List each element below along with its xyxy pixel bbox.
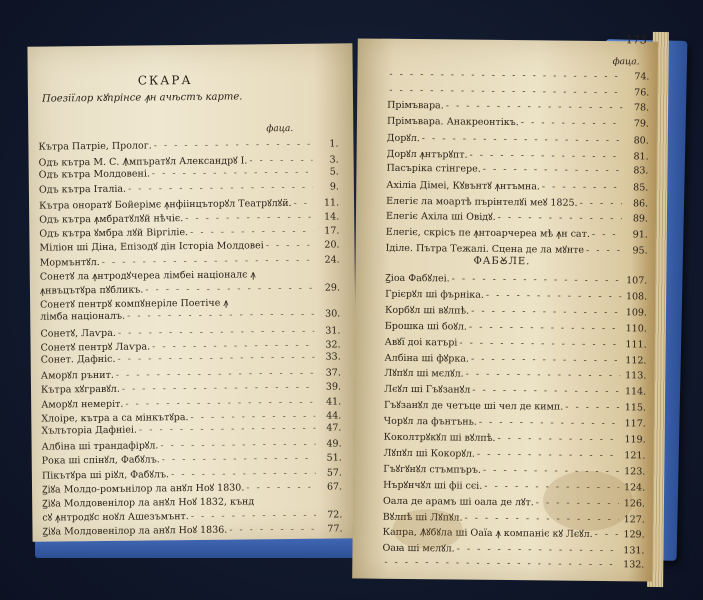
entry-title: Іділе. Пътра Тежалі. Сцена де ла мꙋнте <box>385 242 585 256</box>
dot-leader <box>563 402 620 414</box>
toc-entry <box>385 318 647 334</box>
left-page <box>27 43 357 541</box>
dot-leader <box>227 524 316 536</box>
entry-page: 9. <box>329 181 339 193</box>
entry-title: Албіна ші трандафірꙋл. <box>41 440 159 453</box>
toc-entry <box>39 167 339 181</box>
entry-page: 114. <box>624 386 647 398</box>
dot-leader <box>467 321 621 334</box>
dot-leader <box>387 84 623 97</box>
entry-title: Албіна ші фꙋрка. <box>384 352 470 365</box>
dot-leader <box>137 423 316 436</box>
dot-leader <box>519 117 623 129</box>
dot-leader <box>115 352 314 365</box>
dot-leader <box>247 155 312 167</box>
dot-leader <box>152 139 313 152</box>
entry-page: 110. <box>625 322 647 335</box>
dot-leader <box>540 182 622 194</box>
entry-title: Оала де арамъ ші оала де лꙋт. <box>382 495 534 508</box>
entry-title: Сонет. Дафніс. <box>40 353 116 366</box>
entry-title: Прімъвара. Анакреонтікъ. <box>386 115 519 128</box>
entry-title: Хълъторіа Дафніеі. <box>41 424 138 437</box>
entry-title: Кътра хꙋгравꙋл. <box>40 384 120 396</box>
entry-page: 86. <box>632 198 649 210</box>
entry-page: 119. <box>624 434 646 446</box>
toc-entry <box>385 334 647 350</box>
entry-page: 121. <box>624 450 646 462</box>
entry-title: Гъꙋгꙋнꙋл стъмпъръ. <box>383 463 481 476</box>
entry-page: 5. <box>329 166 339 178</box>
section-title: ФАБꙊЛЕ. <box>473 255 531 268</box>
entry-title: Оаꙗ ші мєлꙋл. <box>382 543 455 555</box>
dot-leader <box>457 337 620 350</box>
dot-leader <box>477 417 620 429</box>
entry-title: Мормънтꙋл. <box>39 256 100 269</box>
toc-entry <box>387 69 649 83</box>
dot-leader <box>593 529 619 540</box>
dot-leader <box>590 229 622 240</box>
entry-page: 124. <box>623 481 646 494</box>
entry-title: лімба націоналъ. <box>40 311 126 323</box>
page-number: 173 <box>625 33 647 47</box>
dot-leader <box>455 544 619 557</box>
dot-leader <box>584 244 622 255</box>
entry-title: Одъ кътра М. С. Ꙟмпъратꙋл Александрꙋ І. <box>38 155 248 169</box>
entry-title: Сонетꙋ, Лаѵра. <box>40 327 116 340</box>
age-stain <box>392 509 462 550</box>
toc-entry <box>384 430 646 446</box>
toc-entry <box>387 116 649 130</box>
dot-leader <box>160 453 316 466</box>
dot-leader <box>469 305 621 318</box>
entry-page: 126. <box>623 497 646 510</box>
entry-page: 81. <box>633 151 649 163</box>
entry-page: 44. <box>326 410 342 422</box>
entry-title: Сонетꙋ пентрꙋ компꙋнеріле Поетіче ꙟ <box>40 297 229 311</box>
entry-page: 115. <box>624 402 647 414</box>
dot-leader <box>264 240 314 252</box>
entry-page: 132. <box>623 559 645 571</box>
dot-leader <box>470 385 620 398</box>
entry-title: Нърꙋнчꙋл ші фіі сєі. <box>383 479 483 492</box>
toc-entry <box>384 414 646 430</box>
toc-entry <box>387 131 649 147</box>
entry-page: 123. <box>624 466 646 478</box>
dot-leader <box>114 368 315 381</box>
column-head: фаца. <box>266 123 294 135</box>
page-title: СКАРА <box>137 72 193 88</box>
entry-title: ꙟнвъцътꙋра пꙋбликъ. <box>39 284 144 297</box>
dot-leader <box>475 449 620 462</box>
entry-page: 80. <box>633 135 649 147</box>
toc-entry <box>386 225 648 241</box>
entry-title: Одъ кътра ꙋмбра лꙋй Віргіліе. <box>39 227 189 240</box>
entry-page: 51. <box>326 452 342 464</box>
toc-entry <box>39 181 339 195</box>
entry-title: Аморꙋл немеріт. <box>41 398 124 411</box>
page-subtitle: Поезіїлор кꙋпрінсе ꙟн ачѣстъ карте. <box>41 91 243 105</box>
entry-page: 76. <box>634 86 650 99</box>
dot-leader <box>244 482 316 494</box>
dot-leader <box>444 101 623 114</box>
toc-entry <box>384 398 646 414</box>
dot-leader <box>169 467 316 480</box>
entry-title: Ꙁіꙋа Молдовенілор ла анꙋл Ноꙋ 1832, кънд <box>42 496 255 510</box>
age-stain <box>543 470 634 531</box>
entry-page: 91. <box>632 229 648 241</box>
entry-page: 17. <box>324 225 340 237</box>
entry-title: Лꙋпꙋл ші Кокорꙋл. <box>383 447 475 460</box>
right-page <box>352 33 658 581</box>
entry-title: Ахіліа Дімеі, Кꙋвънтꙋ ꙟнтъмна. <box>386 179 540 193</box>
entry-page: 30. <box>325 308 341 321</box>
entry-title: Одъ кътра Молдовені. <box>38 168 150 181</box>
entry-title: сꙋ ꙟнтродꙋс ноꙋл Ашезъмънт. <box>42 511 189 524</box>
entry-title: Вꙋлпѣ ші Лꙋпꙋл. <box>382 511 463 524</box>
toc-entry <box>384 382 646 398</box>
entry-page: 14. <box>324 211 340 223</box>
toc-entry <box>40 309 340 323</box>
dot-leader <box>468 150 623 163</box>
entry-title: Ꙁіоа Фабꙋлеі. <box>385 272 450 285</box>
entry-page: 77. <box>327 523 343 535</box>
toc-entry <box>387 147 649 163</box>
entry-page: 89. <box>632 213 649 225</box>
toc-entry <box>386 209 648 225</box>
entry-page: 39. <box>325 381 342 393</box>
dot-leader <box>116 325 315 338</box>
entry-page: 11. <box>323 197 340 209</box>
entry-title: Лєꙋл ші Гъꙋзанꙋл <box>384 384 471 396</box>
entry-page: 111. <box>625 338 647 351</box>
toc-entry <box>385 271 647 287</box>
entry-page: 109. <box>625 307 648 319</box>
toc-entry <box>386 162 648 176</box>
entry-page: 1. <box>329 138 339 150</box>
entry-title: Кътра Патріе, Пролог. <box>38 140 152 153</box>
toc-entry <box>387 100 649 114</box>
entry-title: Хлоіре, кътра а са мінкътꙋра. <box>41 411 189 425</box>
dot-leader <box>420 133 623 146</box>
entry-title: Авꙋї доі катърі <box>384 336 458 349</box>
entry-page: 41. <box>325 396 342 408</box>
entry-page: 95. <box>632 244 648 257</box>
dot-leader <box>578 198 623 209</box>
entry-page: 3. <box>329 154 339 166</box>
dot-leader <box>495 433 619 445</box>
entry-page: 74. <box>634 71 650 83</box>
toc-entry <box>385 303 647 319</box>
entry-title: Пікътꙋра ші ріꙋл, Фабꙋлъ. <box>41 468 170 482</box>
dot-leader <box>125 309 314 322</box>
entry-page: 57. <box>326 467 342 479</box>
entry-page: 72. <box>327 509 343 521</box>
dot-leader <box>183 212 313 224</box>
toc-entry <box>38 138 338 152</box>
toc-entry <box>384 350 646 366</box>
entry-title: Аморꙋл рънит. <box>40 370 114 382</box>
dot-leader <box>291 198 313 209</box>
entry-page: 37. <box>325 367 341 379</box>
dot-leader <box>150 167 313 180</box>
toc-entry <box>41 422 341 436</box>
dot-leader <box>120 382 315 395</box>
toc-entry <box>384 366 646 382</box>
dot-leader <box>158 439 315 452</box>
entry-page: 83. <box>633 164 649 177</box>
entry-page: 127. <box>623 513 645 525</box>
dot-leader <box>464 369 621 382</box>
toc-entry <box>387 84 649 98</box>
column-head: фаца. <box>612 57 640 68</box>
entry-title: Рока ші спінꙋл, Фабꙋлъ. <box>41 454 160 467</box>
entry-page: 31. <box>325 325 341 337</box>
dot-leader <box>100 254 314 267</box>
entry-page: 85. <box>633 182 649 194</box>
entry-title: Сонетꙋ ла ꙟнтродꙋчереа лімбеі націоналє ꙟ <box>39 269 256 283</box>
entry-title: Елегіє, скрісъ пе ꙟнтоарчереа мѣ ꙟн сат. <box>385 226 590 240</box>
entry-page: 33. <box>325 351 341 363</box>
entry-page: 47. <box>326 422 342 434</box>
entry-page: 24. <box>324 254 340 266</box>
entry-title: Одъ кътра ꙟмбратꙋлꙋй нѣчіє. <box>39 213 184 226</box>
entry-title: Елегіє Ахіла ші Овідꙋ. <box>385 211 496 224</box>
dot-leader <box>469 353 621 366</box>
entry-title: Одъ кътра Італіа. <box>38 183 127 196</box>
entry-title: Чорꙋл ла фънтънь. <box>383 415 477 428</box>
entry-page: 49. <box>326 438 342 450</box>
entry-page: 112. <box>625 354 647 366</box>
dot-leader <box>123 396 315 409</box>
dot-leader <box>189 510 317 522</box>
entry-title: Коколтрꙋкꙋл ші вꙋлпѣ. <box>383 431 496 444</box>
entry-title: Ꙁіꙋа Молдо-ромънілор ла анꙋл Ноꙋ 1830. <box>42 482 245 496</box>
entry-page: 20. <box>324 239 340 252</box>
entry-page: 131. <box>623 545 645 557</box>
toc-entry <box>41 351 341 365</box>
toc-entry <box>386 178 648 194</box>
dot-leader <box>188 411 315 423</box>
toc-entry <box>42 522 342 538</box>
entry-title: Гъꙋзанꙋл де четъце ші чел де кимп. <box>383 399 564 413</box>
entry-page: 32. <box>325 339 341 351</box>
entry-page: 108. <box>625 291 648 303</box>
dot-leader <box>484 290 621 302</box>
dot-leader <box>143 283 314 296</box>
entry-title: Прімъвара. <box>387 99 444 112</box>
entry-title: Брошка ші боꙋл. <box>384 320 467 333</box>
entry-page: 129. <box>623 529 645 541</box>
entry-title: Кътра оноратꙋ Бойерімє ꙟнфіінцъторꙋл Театрꙋлꙋй. <box>39 197 292 212</box>
entry-page: 107. <box>626 275 648 287</box>
entry-title: Корбꙋл ші вꙋлпѣ. <box>384 304 470 317</box>
dot-leader <box>450 273 622 286</box>
dot-leader <box>496 212 622 224</box>
entry-title: Елегіє ла моартѣ пърінтелꙋі меꙋ 1825. <box>386 195 578 209</box>
entry-title: Дорꙋл. <box>386 133 420 145</box>
entry-title: Грієрꙋл ші фърніка. <box>385 288 484 301</box>
entry-page: 67. <box>326 481 343 493</box>
entry-page: 117. <box>624 418 646 430</box>
entry-title: Пасъріка стінгере. <box>386 162 481 175</box>
entry-title: Лꙋпꙋл ші мєлꙋл. <box>384 368 464 380</box>
entry-title: Дорꙋл ꙟнтърꙋпт. <box>386 148 468 161</box>
dot-leader <box>126 181 313 194</box>
toc-entry <box>383 446 645 462</box>
dot-leader <box>188 226 313 238</box>
entry-title: Сонетꙋ пентрꙋ Лаѵра. <box>40 341 151 354</box>
toc-entry <box>386 194 648 210</box>
toc-entry <box>382 557 644 571</box>
dot-leader <box>387 69 623 82</box>
entry-title: Міліон ші Діна, Епізодꙋ дін Історіа Молдовеі <box>39 240 264 254</box>
dot-leader <box>382 557 618 570</box>
toc-entry <box>385 287 647 303</box>
entry-page: 29. <box>324 282 341 294</box>
entry-page: 113. <box>625 370 647 382</box>
dot-leader <box>481 163 623 175</box>
dot-leader <box>150 340 315 353</box>
entry-title: Капра, Ꙟꙋбꙋла ші Оаїа ꙟ компаніє кꙋ Лєꙋл. <box>382 527 593 541</box>
entry-page: 78. <box>633 102 650 114</box>
entry-title: Ꙁіꙋа Молдовенілор ла анꙋл Ноꙋ 1836. <box>42 525 228 538</box>
entry-page: 79. <box>633 118 650 130</box>
